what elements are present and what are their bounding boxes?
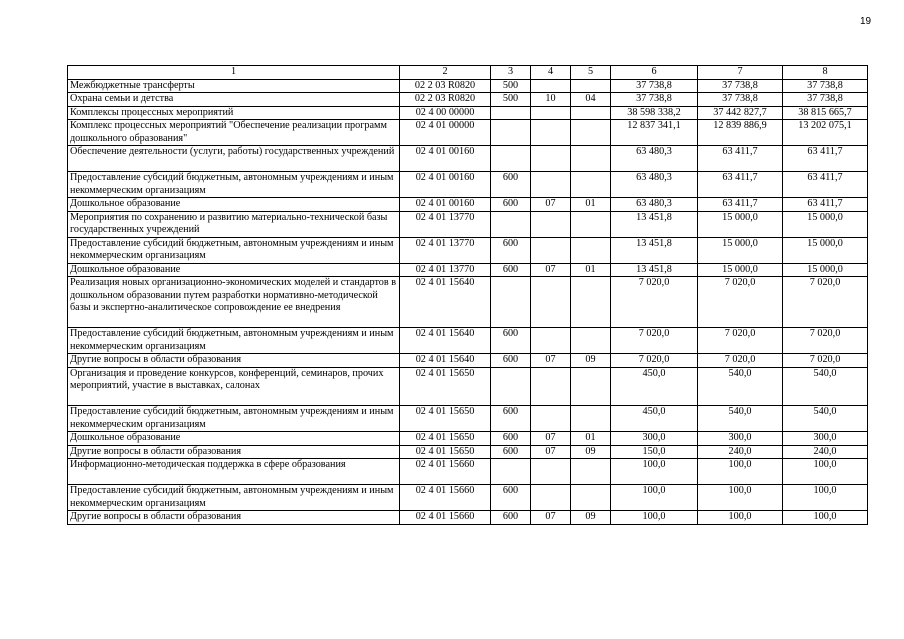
row-amount-2: 100,0 [698,485,783,511]
row-amount-3: 15 000,0 [783,263,868,277]
row-code: 02 4 01 15650 [400,445,491,459]
row-amount-3: 100,0 [783,485,868,511]
row-amount-2: 37 442 827,7 [698,106,783,120]
row-vr: 500 [491,79,531,93]
row-rz [531,328,571,354]
row-amount-1: 37 738,8 [611,93,698,107]
row-rz: 07 [531,511,571,525]
table-row [68,198,868,212]
row-pr [571,459,611,485]
row-amount-1: 150,0 [611,445,698,459]
row-rz [531,277,571,328]
row-amount-1: 7 020,0 [611,277,698,328]
table-row [68,211,868,237]
row-rz: 07 [531,432,571,446]
row-amount-3: 7 020,0 [783,328,868,354]
row-code: 02 4 00 00000 [400,106,491,120]
row-amount-2: 7 020,0 [698,277,783,328]
row-amount-2: 7 020,0 [698,328,783,354]
row-amount-2: 240,0 [698,445,783,459]
row-name: Другие вопросы в области образования [68,354,400,368]
row-code: 02 4 01 00160 [400,172,491,198]
row-vr: 600 [491,406,531,432]
row-code: 02 4 01 15650 [400,406,491,432]
row-vr: 600 [491,445,531,459]
row-name: Другие вопросы в области образования [68,511,400,525]
row-vr [491,211,531,237]
row-amount-2: 15 000,0 [698,211,783,237]
row-code: 02 2 03 R0820 [400,79,491,93]
row-amount-2: 540,0 [698,406,783,432]
row-pr [571,106,611,120]
row-rz: 07 [531,445,571,459]
row-amount-2: 15 000,0 [698,263,783,277]
row-rz [531,485,571,511]
row-amount-3: 13 202 075,1 [783,120,868,146]
row-amount-1: 13 451,8 [611,211,698,237]
col-header-code: 2 [400,66,491,80]
row-vr: 600 [491,198,531,212]
row-vr [491,277,531,328]
row-rz [531,146,571,172]
row-amount-3: 63 411,7 [783,146,868,172]
col-header-year3: 8 [783,66,868,80]
row-amount-1: 450,0 [611,406,698,432]
table-row [68,445,868,459]
col-header-vr: 3 [491,66,531,80]
row-vr [491,106,531,120]
table-row [68,120,868,146]
row-pr [571,406,611,432]
row-vr [491,146,531,172]
row-name: Реализация новых организационно-экономических моделей и стандартов в дошкольном образовании путем разработки нормативно-методической базы и экспертно-аналитическое сопровождение ее внедрения [68,277,400,328]
row-amount-1: 450,0 [611,367,698,406]
col-header-year2: 7 [698,66,783,80]
table-row [68,146,868,172]
row-code: 02 4 01 15640 [400,328,491,354]
row-amount-2: 100,0 [698,459,783,485]
row-code: 02 4 01 15660 [400,459,491,485]
row-pr: 01 [571,263,611,277]
row-amount-2: 540,0 [698,367,783,406]
table-row [68,328,868,354]
row-name: Дошкольное образование [68,198,400,212]
row-name: Предоставление субсидий бюджетным, автономным учреждениям и иным некоммерческим организациям [68,406,400,432]
row-vr: 500 [491,93,531,107]
row-amount-1: 63 480,3 [611,172,698,198]
row-code: 02 4 01 15650 [400,367,491,406]
row-code: 02 4 01 15650 [400,432,491,446]
row-pr [571,146,611,172]
row-code: 02 4 01 00160 [400,146,491,172]
row-amount-1: 13 451,8 [611,263,698,277]
table-row [68,172,868,198]
row-code: 02 4 01 13770 [400,211,491,237]
row-amount-3: 37 738,8 [783,79,868,93]
row-pr [571,237,611,263]
row-name: Охрана семьи и детства [68,93,400,107]
row-amount-3: 240,0 [783,445,868,459]
row-pr [571,211,611,237]
row-pr [571,328,611,354]
table-row [68,106,868,120]
row-pr [571,172,611,198]
row-pr: 09 [571,511,611,525]
table-row [68,93,868,107]
row-rz [531,237,571,263]
row-rz: 07 [531,263,571,277]
row-vr: 600 [491,511,531,525]
row-pr: 04 [571,93,611,107]
row-name: Предоставление субсидий бюджетным, автономным учреждениям и иным некоммерческим организациям [68,172,400,198]
row-name: Организация и проведение конкурсов, конференций, семинаров, прочих мероприятий, участие в выставках, салонах [68,367,400,406]
row-pr [571,485,611,511]
row-rz: 07 [531,198,571,212]
row-pr [571,120,611,146]
table-row [68,511,868,525]
row-code: 02 2 03 R0820 [400,93,491,107]
row-amount-3: 63 411,7 [783,198,868,212]
row-name: Другие вопросы в области образования [68,445,400,459]
row-name: Комплекс процессных мероприятий "Обеспечение реализации программ дошкольного образования" [68,120,400,146]
row-amount-3: 38 815 665,7 [783,106,868,120]
row-vr: 600 [491,172,531,198]
row-amount-2: 7 020,0 [698,354,783,368]
col-header-year1: 6 [611,66,698,80]
row-pr: 09 [571,445,611,459]
row-pr: 01 [571,432,611,446]
row-amount-1: 7 020,0 [611,328,698,354]
row-amount-1: 37 738,8 [611,79,698,93]
table-row [68,354,868,368]
row-amount-3: 540,0 [783,367,868,406]
col-header-name: 1 [68,66,400,80]
table-row [68,367,868,406]
row-rz [531,367,571,406]
row-amount-2: 37 738,8 [698,93,783,107]
row-name: Дошкольное образование [68,263,400,277]
row-amount-3: 15 000,0 [783,211,868,237]
row-pr [571,367,611,406]
row-code: 02 4 01 13770 [400,263,491,277]
row-vr [491,459,531,485]
row-name: Комплексы процессных мероприятий [68,106,400,120]
row-amount-2: 12 839 886,9 [698,120,783,146]
row-rz [531,106,571,120]
row-name: Обеспечение деятельности (услуги, работы) государственных учреждений [68,146,400,172]
row-amount-1: 63 480,3 [611,146,698,172]
row-rz [531,79,571,93]
row-amount-2: 63 411,7 [698,172,783,198]
row-vr: 600 [491,237,531,263]
row-amount-3: 540,0 [783,406,868,432]
table-row [68,485,868,511]
row-rz [531,211,571,237]
row-vr: 600 [491,263,531,277]
row-amount-3: 7 020,0 [783,354,868,368]
row-amount-3: 15 000,0 [783,237,868,263]
row-rz [531,120,571,146]
table-row [68,79,868,93]
row-amount-3: 37 738,8 [783,93,868,107]
row-amount-2: 37 738,8 [698,79,783,93]
header-row [68,66,868,80]
row-code: 02 4 01 00000 [400,120,491,146]
table-row [68,263,868,277]
row-pr: 09 [571,354,611,368]
row-pr [571,79,611,93]
row-amount-3: 100,0 [783,459,868,485]
row-name: Дошкольное образование [68,432,400,446]
row-amount-1: 12 837 341,1 [611,120,698,146]
row-amount-1: 100,0 [611,485,698,511]
row-code: 02 4 01 15640 [400,354,491,368]
row-amount-1: 7 020,0 [611,354,698,368]
table-row [68,432,868,446]
row-pr: 01 [571,198,611,212]
row-amount-1: 63 480,3 [611,198,698,212]
row-pr [571,277,611,328]
row-vr [491,120,531,146]
row-name: Предоставление субсидий бюджетным, автономным учреждениям и иным некоммерческим организациям [68,485,400,511]
row-amount-2: 15 000,0 [698,237,783,263]
row-amount-2: 300,0 [698,432,783,446]
table-row [68,459,868,485]
row-name: Предоставление субсидий бюджетным, автономным учреждениям и иным некоммерческим организациям [68,237,400,263]
row-vr: 600 [491,485,531,511]
row-amount-3: 100,0 [783,511,868,525]
col-header-pr: 5 [571,66,611,80]
row-amount-3: 7 020,0 [783,277,868,328]
row-rz: 10 [531,93,571,107]
row-amount-3: 63 411,7 [783,172,868,198]
row-amount-2: 100,0 [698,511,783,525]
row-amount-1: 13 451,8 [611,237,698,263]
row-vr: 600 [491,432,531,446]
budget-table [67,65,868,525]
row-name: Информационно-методическая поддержка в сфере образования [68,459,400,485]
row-name: Межбюджетные трансферты [68,79,400,93]
row-amount-1: 100,0 [611,459,698,485]
row-code: 02 4 01 15660 [400,511,491,525]
table-row [68,277,868,328]
row-vr [491,367,531,406]
row-vr: 600 [491,328,531,354]
row-amount-1: 100,0 [611,511,698,525]
page-number: 19 [860,16,872,27]
row-rz: 07 [531,354,571,368]
row-rz [531,406,571,432]
row-amount-1: 38 598 338,2 [611,106,698,120]
row-amount-2: 63 411,7 [698,198,783,212]
row-name: Мероприятия по сохранению и развитию материально-технической базы государственных учреждений [68,211,400,237]
table-row [68,237,868,263]
row-rz [531,459,571,485]
row-rz [531,172,571,198]
row-amount-2: 63 411,7 [698,146,783,172]
row-code: 02 4 01 00160 [400,198,491,212]
row-vr: 600 [491,354,531,368]
col-header-rz: 4 [531,66,571,80]
row-amount-3: 300,0 [783,432,868,446]
row-name: Предоставление субсидий бюджетным, автономным учреждениям и иным некоммерческим организациям [68,328,400,354]
row-amount-1: 300,0 [611,432,698,446]
row-code: 02 4 01 15660 [400,485,491,511]
row-code: 02 4 01 15640 [400,277,491,328]
table-row [68,406,868,432]
row-code: 02 4 01 13770 [400,237,491,263]
